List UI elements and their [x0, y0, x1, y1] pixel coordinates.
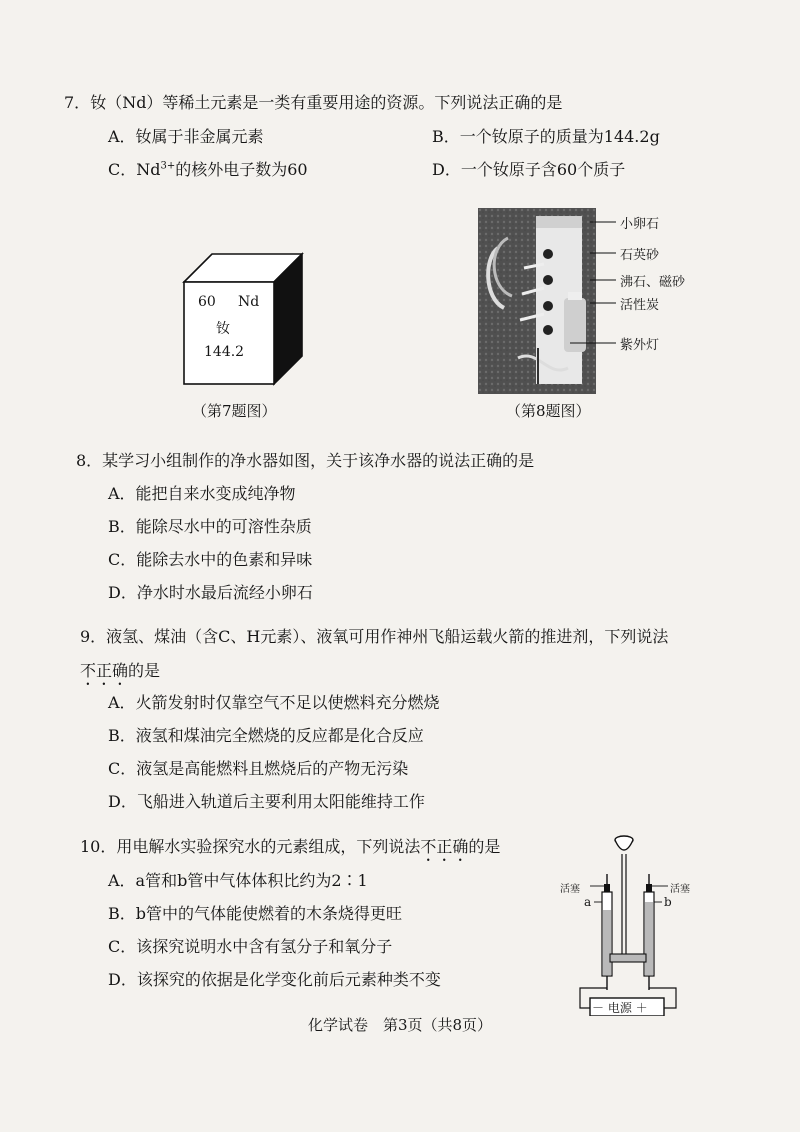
cube-atomic-mass: 144.2 [204, 344, 245, 360]
q10-option-a: A．a管和b管中气体体积比约为2∶1 [108, 871, 368, 890]
q7-text: 钕（Nd）等稀土元素是一类有重要用途的资源。下列说法正确的是 [90, 93, 563, 112]
q9-stem-rest: 的是 [128, 661, 161, 680]
q8-label-zeolite: 沸石、磁砂 [620, 275, 686, 290]
q8-label-pebbles: 小卵石 [620, 217, 660, 232]
q8-option-b: B．能除尽水中的可溶性杂质 [108, 517, 312, 536]
q7-option-a: A．钕属于非金属元素 [108, 127, 264, 146]
q8-label-quartz-sand: 石英砂 [620, 248, 660, 263]
q10-option-c: C．该探究说明水中含有氢分子和氧分子 [108, 937, 393, 956]
q10-option-d: D．该探究的依据是化学变化前后元素种类不变 [108, 970, 441, 989]
q10-stem-pre: 10．用电解水实验探究水的元素组成，下列说法 [80, 837, 421, 856]
q8-figure-caption: （第8题图） [506, 402, 591, 420]
q10-label-valve-right: 活塞 [670, 884, 690, 895]
cube-element-name: 钕 [216, 321, 230, 337]
q7-element-cube-figure [178, 248, 318, 388]
q9-emphasis: 不正确 [80, 661, 129, 680]
q10-label-valve-left: 活塞 [560, 884, 580, 895]
page-footer: 化学试卷 第3页（共8页） [307, 1016, 493, 1034]
q10-stem-post: 的是 [468, 837, 501, 856]
q7-option-c [108, 159, 308, 181]
q10-label-tube-b: b [664, 895, 672, 909]
q7-stem [64, 92, 562, 114]
q10-electrolysis-apparatus [560, 830, 690, 1016]
q7-option-c-post: 的核外电子数为60 [175, 160, 308, 179]
q10-option-b: B．b管中的气体能使燃着的木条烧得更旺 [108, 904, 403, 923]
q9-option-b: B．液氢和煤油完全燃烧的反应都是化合反应 [108, 726, 424, 745]
cube-symbol: Nd [238, 294, 260, 310]
q10-stem [80, 836, 500, 865]
q8-option-a: A．能把自来水变成纯净物 [108, 484, 296, 503]
q9-option-a: A．火箭发射时仅靠空气不足以使燃料充分燃烧 [108, 693, 440, 712]
q7-option-d: D．一个钕原子含60个质子 [432, 160, 626, 179]
q8-option-c: C．能除去水中的色素和异味 [108, 550, 313, 569]
q8-label-leaders [560, 210, 620, 360]
q7-number: 7． [64, 93, 91, 112]
q10-emphasis: 不正确 [420, 837, 469, 856]
q7-option-c-pre: C．Nd [108, 160, 161, 179]
q9-option-c: C．液氢是高能燃料且燃烧后的产物无污染 [108, 759, 409, 778]
q7-option-c-sup: 3+ [160, 160, 176, 172]
q10-label-power-source: － 电源 ＋ [592, 1001, 648, 1015]
q9-stem-line1: 9．液氢、煤油（含C、H元素）、液氧可用作神州飞船运载火箭的推进剂，下列说法 [80, 627, 669, 646]
q9-stem-line2 [80, 660, 160, 689]
q8-label-uv-lamp: 紫外灯 [620, 338, 660, 353]
q8-stem: 8．某学习小组制作的净水器如图，关于该净水器的说法正确的是 [76, 451, 535, 470]
q8-option-d: D．净水时水最后流经小卵石 [108, 583, 313, 602]
cube-atomic-number: 60 [198, 294, 216, 310]
q9-option-d: D．飞船进入轨道后主要利用太阳能维持工作 [108, 792, 425, 811]
q10-label-tube-a: a [584, 895, 592, 909]
q7-figure-caption: （第7题图） [192, 402, 277, 420]
q8-label-activated-carbon: 活性炭 [620, 298, 660, 313]
q7-option-b: B．一个钕原子的质量为144.2g [432, 127, 660, 146]
